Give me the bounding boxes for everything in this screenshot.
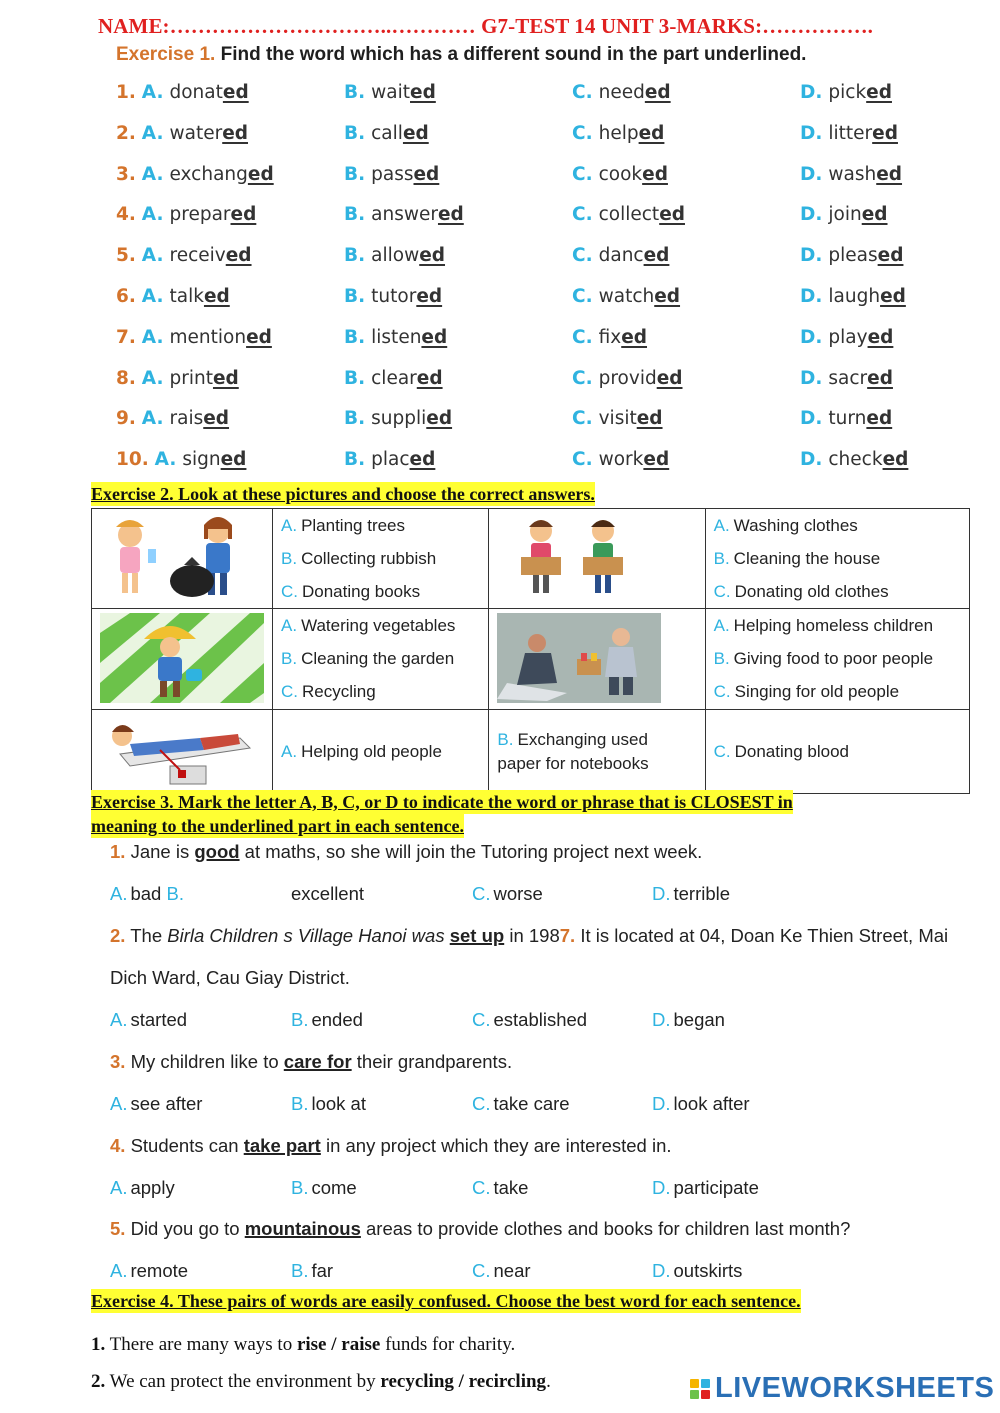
option[interactable]: C. Singing for old people (713, 682, 900, 701)
liveworksheets-logo (690, 1372, 994, 1405)
answer-option[interactable]: C. near (472, 1260, 531, 1281)
options-cell-5c (705, 710, 969, 794)
answer-option[interactable]: C. fixed (572, 326, 648, 348)
exercise-1-row (0, 164, 1000, 196)
answer-option[interactable]: C. worked (572, 449, 670, 471)
option[interactable]: A. Washing clothes (713, 516, 858, 535)
answer-option[interactable]: B. tutored (344, 286, 443, 307)
exercise-1-row (0, 82, 1000, 114)
answer-option[interactable]: C. danced (572, 245, 670, 267)
answer-option[interactable]: 9. A. raised (116, 408, 230, 430)
answer-option[interactable]: D. turned (800, 408, 893, 430)
picture-cell-4 (489, 609, 705, 710)
answer-option[interactable]: B. passed (344, 163, 440, 185)
answer-option[interactable]: D. littered (800, 122, 898, 144)
exercise-1-row (0, 368, 1000, 400)
donating-blood-picture (100, 714, 264, 788)
option[interactable]: B. Cleaning the garden (281, 649, 455, 668)
option[interactable]: A. Helping old people (281, 742, 442, 761)
exercise-1-label: Exercise 1. (116, 44, 216, 65)
options-cell-5a (273, 710, 489, 794)
answer-option[interactable]: D. checked (800, 449, 909, 471)
boy-watering-garden-picture (100, 613, 264, 703)
answer-option[interactable]: B. cleared (344, 367, 443, 389)
answer-option[interactable]: B. waited (344, 82, 436, 103)
answer-option[interactable]: C. cooked (572, 163, 668, 185)
answer-option[interactable]: D. participate (652, 1177, 759, 1198)
option[interactable]: C. Recycling (281, 682, 376, 701)
answer-option[interactable]: B. allowed (344, 245, 446, 267)
option[interactable]: C. Donating old clothes (713, 582, 889, 601)
question-5: 5. Did you go to mountainous areas to provide clothes and books for children last month? (110, 1218, 851, 1239)
options-cell-5b (489, 710, 705, 794)
answer-option[interactable]: B. placed (344, 449, 436, 471)
answer-option[interactable]: 7. A. mentioned (116, 326, 272, 348)
answer-option[interactable]: D. terrible (652, 883, 731, 904)
answer-option[interactable]: excellent (291, 883, 365, 904)
brand-text: LIVEWORKSHEETS (715, 1372, 995, 1404)
options-cell-1 (273, 509, 489, 609)
exercise-1-row (0, 204, 1000, 236)
options-cell-3 (273, 609, 489, 710)
question-2: 2. The Birla Children s Village Hanoi was set up in 1987. It is located at 04, Doan Ke Thien Street, Mai (110, 925, 949, 946)
exercise-4-title: Exercise 4. These pairs of words are easily confused. Choose the best word for each sentence. (91, 1291, 801, 1311)
answer-option[interactable]: C. provided (572, 367, 683, 389)
option[interactable]: B. Collecting rubbish (281, 549, 437, 568)
answer-option[interactable]: 4. A. prepared (116, 204, 257, 226)
answer-option[interactable]: B. far (291, 1260, 334, 1281)
answer-option[interactable]: 5. A. received (116, 245, 252, 267)
option[interactable]: B. Giving food to poor people (713, 649, 934, 668)
answer-option[interactable]: B. supplied (344, 408, 453, 430)
exercise-1-row (0, 327, 1000, 359)
answer-option[interactable]: 1. A. donated (116, 82, 249, 103)
exercise-4-sentence-1: 1. There are many ways to rise / raise funds for charity. (91, 1334, 516, 1355)
answer-option[interactable]: B. ended (291, 1009, 363, 1030)
answer-option[interactable]: C. needed (572, 82, 671, 103)
answer-option[interactable]: D. joined (800, 204, 888, 226)
answer-option[interactable]: C. worse (472, 883, 543, 904)
answer-option[interactable]: B. come (291, 1177, 357, 1198)
option[interactable]: B. Cleaning the house (713, 549, 881, 568)
exercise-4-sentence-2: 2. We can protect the environment by recycling / recircling. (91, 1371, 551, 1392)
word-choice[interactable]: recycling / recircling (380, 1371, 547, 1392)
picture-cell-2 (489, 509, 705, 609)
option[interactable]: A. Helping homeless children (713, 616, 934, 635)
answer-option[interactable]: 2. A. watered (116, 122, 249, 144)
picture-cell-3 (92, 609, 273, 710)
answer-option[interactable]: D. look after (652, 1093, 750, 1114)
options-cell-4 (705, 609, 969, 710)
answer-option[interactable]: D. sacred (800, 367, 893, 389)
answer-option[interactable]: B. look at (291, 1093, 366, 1114)
answer-option[interactable]: D. washed (800, 163, 903, 185)
children-collecting-rubbish-picture (100, 513, 264, 603)
answer-option[interactable]: D. laughed (800, 286, 906, 307)
option[interactable]: A. Planting trees (281, 516, 406, 535)
answer-option[interactable]: C. visited (572, 408, 663, 430)
exercise-1-row (0, 408, 1000, 440)
options-cell-2 (705, 509, 969, 609)
answer-option[interactable]: D. outskirts (652, 1260, 743, 1281)
exercise-1-row (0, 286, 1000, 318)
answer-option[interactable]: A. bad B. (110, 883, 184, 904)
exercise-1-instruction: Find the word which has a different sound in the part underlined. (220, 44, 807, 65)
exercise-2-table (91, 508, 970, 794)
answer-option[interactable]: 10. A. signed (116, 449, 247, 471)
question-4: 4. Students can take part in any project which they are interested in. (110, 1135, 672, 1156)
exercise-1-row (0, 245, 1000, 277)
exercise-3-title-line-1: Exercise 3. Mark the letter A, B, C, or D to indicate the word or phrase that is CLOSEST in (91, 792, 793, 812)
answer-option[interactable]: 6. A. talked (116, 286, 230, 307)
exercise-1-row (0, 449, 1000, 481)
question-1: 1. Jane is good at maths, so she will join the Tutoring project next week. (110, 841, 703, 862)
answer-option[interactable]: B. answered (344, 204, 464, 226)
exercise-3-title-line-2: meaning to the underlined part in each sentence. (91, 816, 464, 836)
word-choice[interactable]: rise / raise (296, 1334, 381, 1355)
liveworksheets-icon (690, 1379, 710, 1399)
answer-option[interactable]: A. started (110, 1009, 188, 1030)
answer-option[interactable]: C. take care (472, 1093, 570, 1114)
answer-option[interactable]: C. collected (572, 204, 685, 226)
answer-option[interactable]: D. picked (800, 82, 892, 103)
picture-cell-1 (92, 509, 273, 609)
question-2-line-2: Dich Ward, Cau Giay District. (110, 967, 350, 988)
answer-option[interactable]: C. established (472, 1009, 588, 1030)
answer-option[interactable]: D. began (652, 1009, 725, 1030)
exercise-1-title (116, 44, 806, 66)
question-3: 3. My children like to care for their grandparents. (110, 1051, 513, 1072)
children-donating-clothes-picture (497, 513, 661, 603)
answer-option[interactable]: B. called (344, 122, 429, 144)
test-header: NAME:…………………………..………… G7-TEST 14 UNIT 3-MARKS:……………. (98, 14, 874, 38)
answer-option[interactable]: 3. A. exchanged (116, 163, 274, 185)
answer-option[interactable]: B. listened (344, 326, 448, 348)
answer-option[interactable]: 8. A. printed (116, 367, 239, 389)
exercise-2-title: Exercise 2. Look at these pictures and choose the correct answers. (91, 484, 595, 504)
answer-option[interactable]: D. played (800, 326, 894, 348)
option[interactable]: C. Donating blood (713, 742, 849, 761)
answer-option[interactable]: C. watched (572, 286, 681, 307)
picture-cell-5 (92, 710, 273, 794)
option[interactable]: A. Watering vegetables (281, 616, 456, 635)
exercise-1-row (0, 123, 1000, 155)
answer-option[interactable]: A. see after (110, 1093, 203, 1114)
giving-food-picture (497, 613, 661, 703)
answer-option[interactable]: C. helped (572, 122, 665, 144)
answer-option[interactable]: A. remote (110, 1260, 189, 1281)
answer-option[interactable]: A. apply (110, 1177, 175, 1198)
option[interactable]: C. Donating books (281, 582, 421, 601)
option[interactable]: B. Exchanging used paper for notebooks (497, 729, 649, 773)
answer-option[interactable]: C. take (472, 1177, 529, 1198)
answer-option[interactable]: D. pleased (800, 245, 904, 267)
